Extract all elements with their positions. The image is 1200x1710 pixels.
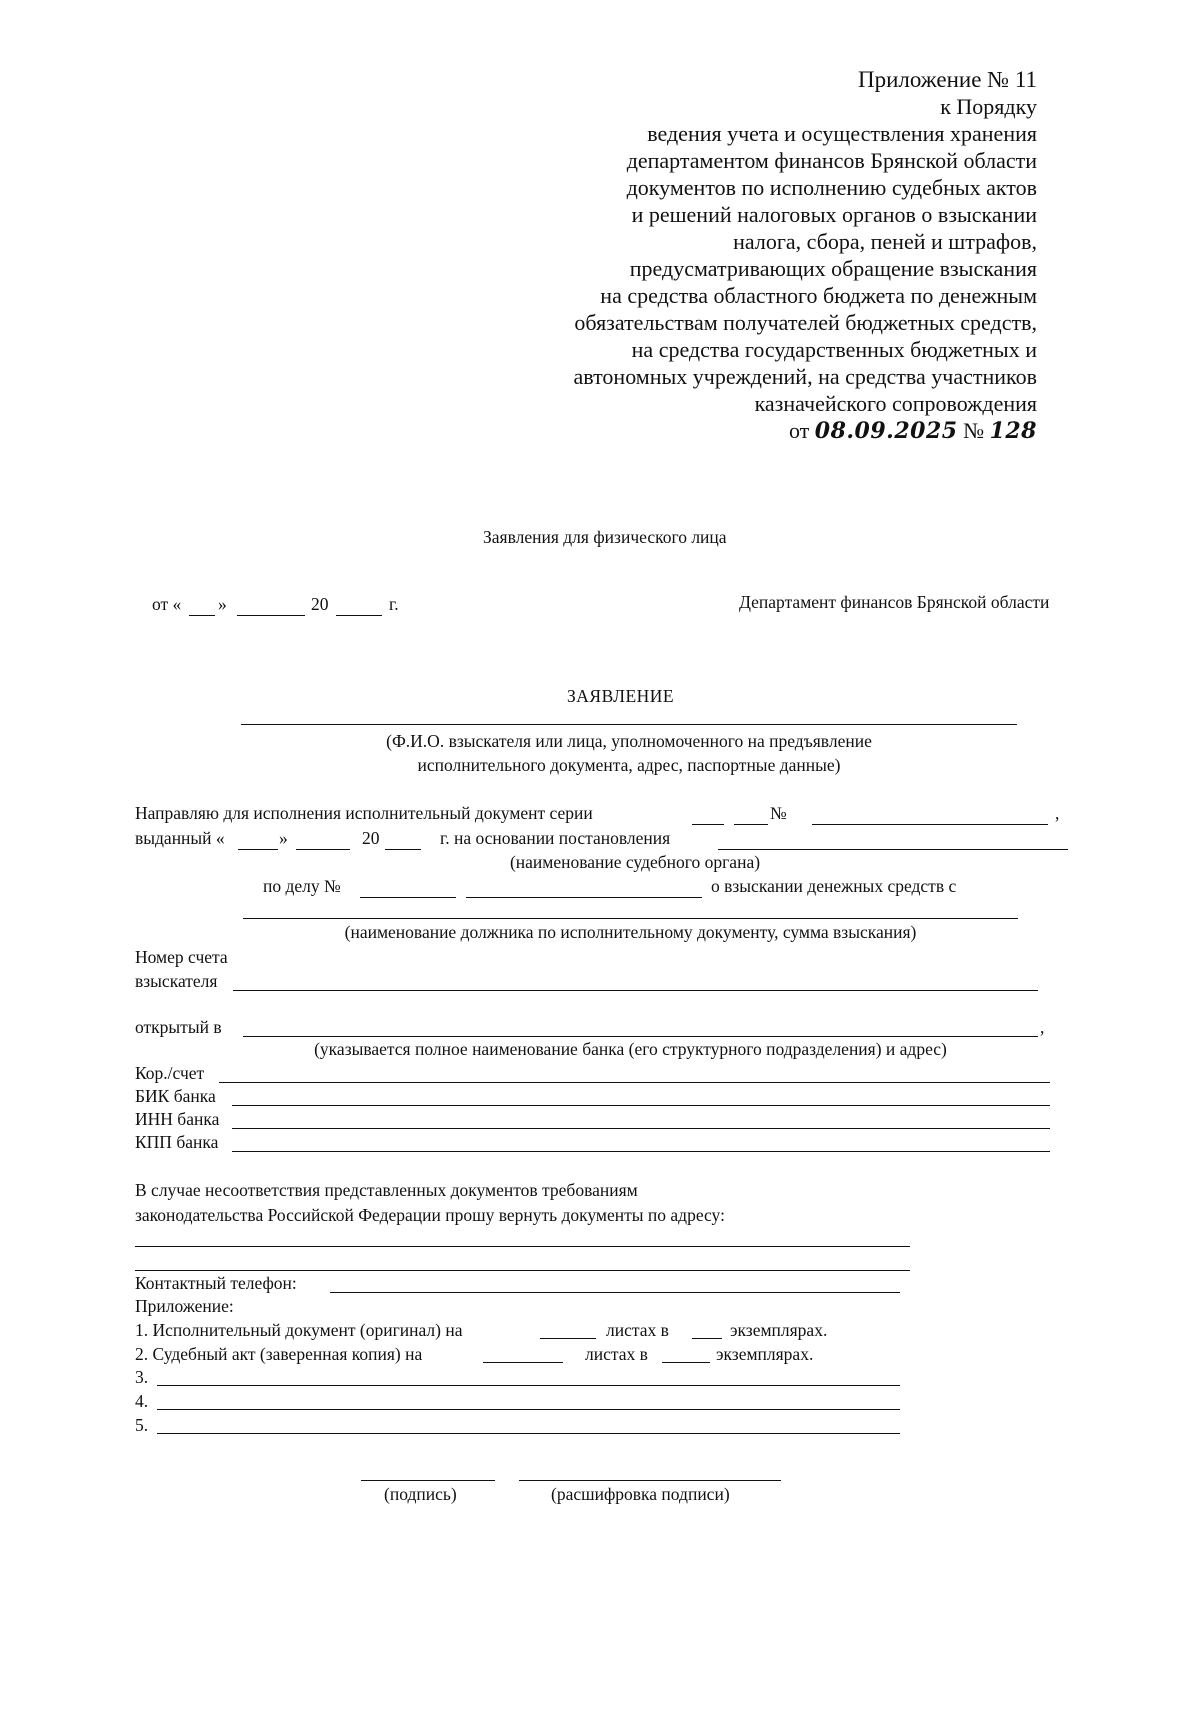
day-blank[interactable] — [189, 615, 215, 616]
header-line: документов по исполнению судебных актов — [626, 175, 1037, 200]
header-line: налога, сбора, пеней и штрафов, — [733, 229, 1037, 254]
return-text: В случае несоответствия представленных документов требованиям — [135, 1180, 638, 1200]
case-label: по делу № — [263, 876, 341, 896]
header-line: казначейского сопровождения — [754, 391, 1037, 416]
phone-label: Контактный телефон: — [135, 1273, 297, 1293]
corr-label: Кор./счет — [135, 1063, 205, 1083]
date-close-quote: » — [218, 594, 227, 614]
number-label: № — [770, 803, 787, 823]
court-caption: (наименование судебного органа) — [509, 852, 761, 872]
attachment-item-1-sheets: листах в — [606, 1320, 669, 1340]
header-line: предусматривающих обращение взыскания — [629, 256, 1037, 281]
issued-label: выданный « — [135, 828, 225, 848]
kpp-label: КПП банка — [135, 1132, 219, 1152]
header-line: ведения учета и осуществления хранения — [647, 121, 1037, 146]
attachment-item-2-copies: экземплярах. — [716, 1344, 814, 1364]
header-line: департаментом финансов Брянской области — [626, 148, 1037, 173]
attachment-line-4[interactable] — [157, 1409, 900, 1410]
return-address-line[interactable] — [135, 1270, 910, 1271]
attachment-line-5[interactable] — [157, 1433, 900, 1434]
copies-blank[interactable] — [662, 1362, 710, 1363]
signature-caption: (подпись) — [384, 1484, 457, 1504]
order-date-handwritten: 08.09.2025 — [814, 418, 958, 444]
year-prefix: 20 — [311, 594, 329, 614]
comma: , — [1055, 803, 1060, 823]
account-line[interactable] — [233, 990, 1038, 991]
bik-label: БИК банка — [135, 1086, 216, 1106]
attachment-item-4: 4. — [135, 1391, 149, 1411]
signature-decoding-caption: (расшифровка подписи) — [551, 1484, 730, 1504]
header-line: на средства областного бюджета по денежным — [600, 283, 1037, 308]
attachment-item-3: 3. — [135, 1367, 149, 1387]
recovery-text: о взыскании денежных средств с — [711, 876, 957, 896]
year-suffix: г. — [389, 594, 399, 614]
attachment-item-1-copies: экземплярах. — [730, 1320, 828, 1340]
appendix-header — [477, 66, 1037, 445]
order-no-label: № — [963, 418, 985, 443]
corr-line[interactable] — [219, 1082, 1050, 1083]
header-line: автономных учреждений, на средства участников — [573, 364, 1037, 389]
issued-day-blank[interactable] — [238, 849, 278, 850]
fio-caption: (Ф.И.О. взыскателя или лица, уполномоченного на предъявление — [386, 731, 872, 751]
inn-label: ИНН банка — [135, 1109, 220, 1129]
court-blank[interactable] — [718, 849, 1068, 850]
account-label: Номер счета — [135, 947, 228, 967]
month-blank[interactable] — [237, 615, 305, 616]
case-number-blank-2[interactable] — [466, 897, 702, 898]
bank-caption: (указывается полное наименование банка (его структурного подразделения) и адрес) — [314, 1039, 947, 1059]
attachment-item-1: 1. Исполнительный документ (оригинал) на — [135, 1320, 463, 1340]
case-number-blank[interactable] — [360, 897, 456, 898]
header-line: на средства государственных бюджетных и — [631, 337, 1037, 362]
header-line: и решений налоговых органов о взыскании — [631, 202, 1037, 227]
attachments-label: Приложение: — [135, 1296, 234, 1316]
kpp-line[interactable] — [232, 1151, 1050, 1152]
debtor-caption: (наименование должника по исполнительному документу, сумма взыскания) — [344, 922, 917, 942]
comma: , — [1040, 1017, 1045, 1037]
addressee: Департамент финансов Брянской области — [739, 592, 1050, 612]
signature-decoding-line[interactable] — [519, 1480, 781, 1481]
date-from-label: от « — [152, 594, 182, 614]
inn-line[interactable] — [232, 1128, 1050, 1129]
series-blank[interactable] — [692, 824, 724, 825]
order-reference — [477, 417, 1037, 445]
fio-line[interactable] — [241, 724, 1017, 725]
series-blank[interactable] — [734, 824, 768, 825]
sheets-blank[interactable] — [540, 1338, 596, 1339]
attachment-item-5: 5. — [135, 1415, 149, 1435]
opened-label: открытый в — [135, 1017, 222, 1037]
form-title: Заявления для физического лица — [483, 527, 727, 547]
appendix-number: Приложение № 11 — [857, 67, 1037, 92]
return-address-line[interactable] — [135, 1246, 910, 1247]
attachment-line-3[interactable] — [157, 1385, 900, 1386]
phone-line[interactable] — [330, 1292, 900, 1293]
sheets-blank[interactable] — [483, 1362, 563, 1363]
fio-caption: исполнительного документа, адрес, паспортные данные) — [417, 755, 841, 775]
issued-month-blank[interactable] — [296, 849, 350, 850]
return-text: законодательства Российской Федерации прошу вернуть документы по адресу: — [135, 1205, 725, 1225]
signature-line[interactable] — [361, 1480, 495, 1481]
order-number-handwritten: 128 — [989, 418, 1037, 444]
send-text: Направляю для исполнения исполнительный документ серии — [135, 803, 593, 823]
debtor-line[interactable] — [243, 918, 1018, 919]
header-line: обязательствам получателей бюджетных средств, — [574, 310, 1037, 335]
header-line: к Порядку — [940, 94, 1037, 119]
account-label: взыскателя — [135, 971, 218, 991]
issued-close-quote: » — [279, 828, 288, 848]
basis-text: г. на основании постановления — [440, 828, 671, 848]
issued-year-prefix: 20 — [362, 828, 380, 848]
attachment-item-2: 2. Судебный акт (заверенная копия) на — [135, 1344, 423, 1364]
statement-title: ЗАЯВЛЕНИЕ — [567, 686, 675, 706]
number-blank[interactable] — [812, 824, 1048, 825]
issued-year-blank[interactable] — [385, 849, 421, 850]
order-from-label: от — [788, 418, 810, 443]
bank-line[interactable] — [243, 1036, 1038, 1037]
copies-blank[interactable] — [692, 1338, 722, 1339]
year-blank[interactable] — [336, 615, 382, 616]
bik-line[interactable] — [232, 1105, 1050, 1106]
attachment-item-2-sheets: листах в — [585, 1344, 648, 1364]
